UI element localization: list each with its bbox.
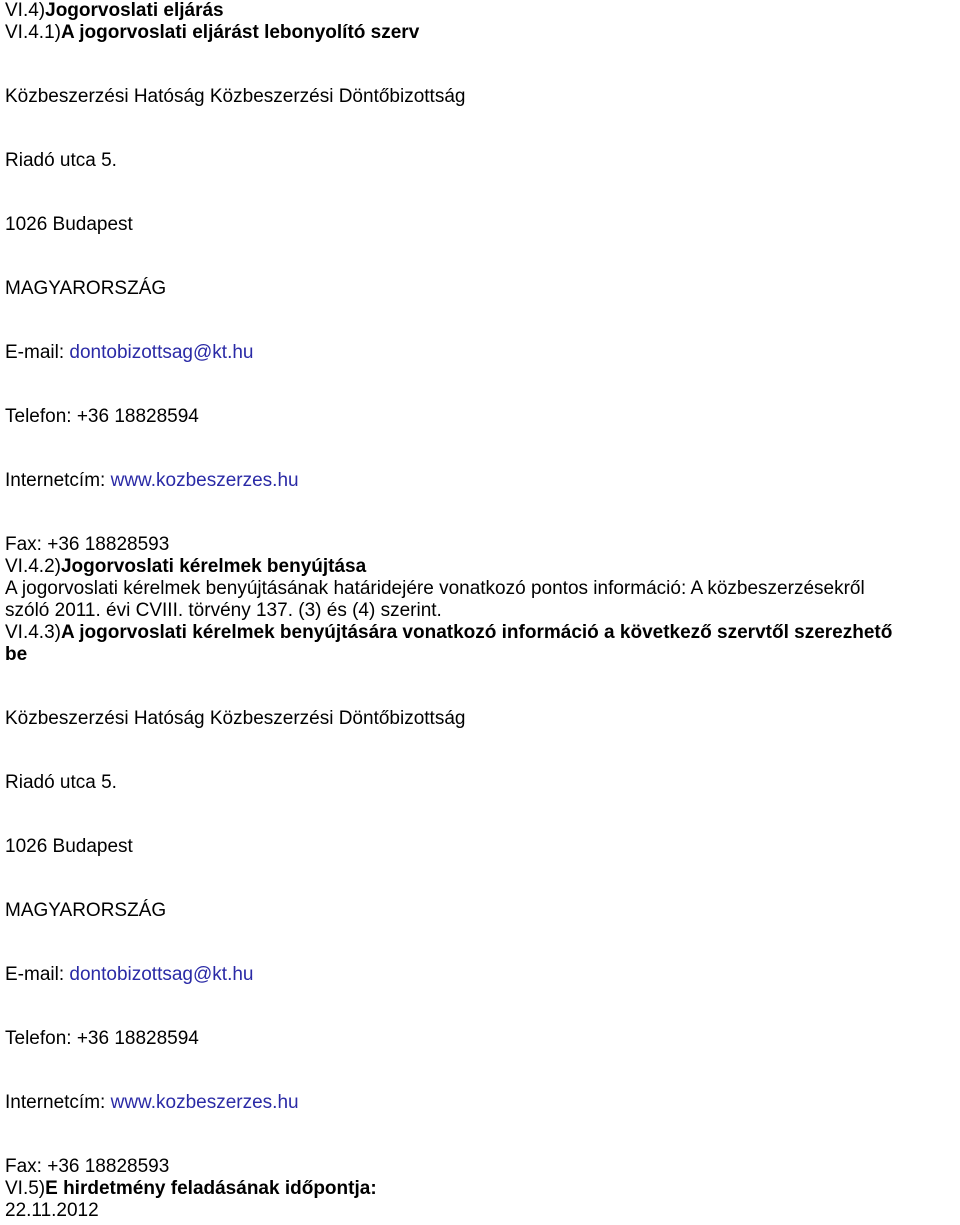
section-vi42-text-line2: szóló 2011. évi CVIII. törvény 137. (3) és (4) szerint. bbox=[5, 600, 442, 621]
body2-country: MAGYARORSZÁG bbox=[5, 900, 167, 921]
body2-email-row bbox=[5, 964, 960, 986]
body2-name: Közbeszerzési Hatóság Közbeszerzési Döntőbizottság bbox=[5, 708, 466, 729]
body2-city: 1026 Budapest bbox=[5, 836, 133, 857]
body1-email-label: E-mail: bbox=[5, 342, 65, 363]
section-vi5-number: VI.5) bbox=[5, 1178, 46, 1199]
body1-web-label: Internetcím: bbox=[5, 470, 106, 491]
section-vi4-heading bbox=[5, 0, 960, 22]
body2-email-link[interactable]: dontobizottsag@kt.hu bbox=[69, 964, 254, 985]
body1-street: Riadó utca 5. bbox=[5, 150, 117, 171]
body2-fax: Fax: +36 18828593 bbox=[5, 1156, 170, 1177]
section-vi41-number: VI.4.1) bbox=[5, 22, 61, 43]
body1-email-row bbox=[5, 342, 960, 364]
section-vi42-number: VI.4.2) bbox=[5, 556, 61, 577]
section-vi42-heading bbox=[5, 556, 960, 578]
body2-web-row bbox=[5, 1092, 960, 1114]
body1-email-link[interactable]: dontobizottsag@kt.hu bbox=[69, 342, 254, 363]
section-vi43-title-line2: be bbox=[5, 644, 28, 665]
section-vi41-heading bbox=[5, 22, 960, 44]
body1-city: 1026 Budapest bbox=[5, 214, 133, 235]
body1-web-link[interactable]: www.kozbeszerzes.hu bbox=[110, 470, 299, 491]
section-vi42-title: Jogorvoslati kérelmek benyújtása bbox=[60, 556, 367, 577]
section-vi43-title-line1: A jogorvoslati kérelmek benyújtására vonatkozó információ a következő szervtől szerezhető bbox=[60, 622, 893, 643]
section-vi43-number: VI.4.3) bbox=[5, 622, 61, 643]
body1-country: MAGYARORSZÁG bbox=[5, 278, 167, 299]
section-vi41-title: A jogorvoslati eljárást lebonyolító szerv bbox=[60, 22, 420, 43]
section-vi4-title: Jogorvoslati eljárás bbox=[45, 0, 224, 21]
body2-street: Riadó utca 5. bbox=[5, 772, 117, 793]
body2-web-link[interactable]: www.kozbeszerzes.hu bbox=[110, 1092, 299, 1113]
body2-email-label: E-mail: bbox=[5, 964, 65, 985]
body1-web-row bbox=[5, 470, 960, 492]
section-vi4-number: VI.4) bbox=[5, 0, 46, 21]
section-vi5-date: 22.11.2012 bbox=[5, 1200, 99, 1221]
section-vi5-title: E hirdetmény feladásának időpontja: bbox=[45, 1178, 377, 1199]
body2-web-label: Internetcím: bbox=[5, 1092, 106, 1113]
section-vi5-heading bbox=[5, 1178, 960, 1200]
body1-name: Közbeszerzési Hatóság Közbeszerzési Döntőbizottság bbox=[5, 86, 466, 107]
section-vi43-heading bbox=[5, 622, 960, 644]
body2-phone: Telefon: +36 18828594 bbox=[5, 1028, 199, 1049]
document-page bbox=[5, 0, 960, 1222]
section-vi42-text-line1: A jogorvoslati kérelmek benyújtásának határidejére vonatkozó pontos információ: A közbeszerzésekről bbox=[5, 578, 865, 599]
body1-fax: Fax: +36 18828593 bbox=[5, 534, 170, 555]
body1-phone: Telefon: +36 18828594 bbox=[5, 406, 199, 427]
